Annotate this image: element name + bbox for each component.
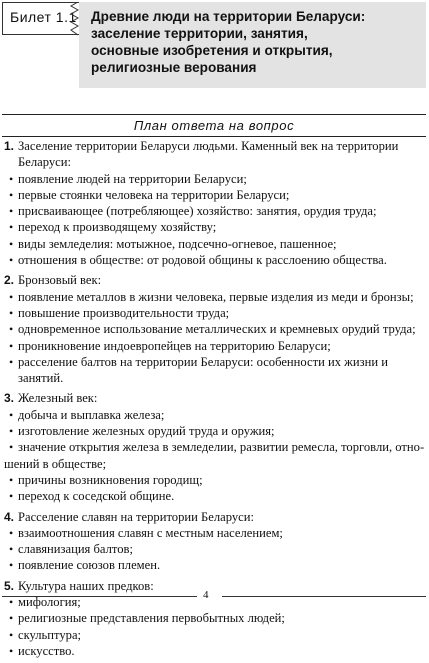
- bullet-list: [4, 407, 426, 505]
- list-item: • одновременное использование металлических и кремневых орудий труда;: [9, 322, 416, 337]
- list-item: • проникновение индоевропейцев на территорию Беларуси;: [9, 338, 331, 353]
- bullet-list: [4, 171, 426, 269]
- list-item-text: отношения в обществе: от родовой общины к расслоению общества.: [18, 253, 387, 268]
- list-item: • появление металлов в жизни человека, первые изделия из меди и бронзы;: [9, 289, 414, 304]
- list-item-text: мифология;: [18, 595, 81, 610]
- list-item-text: скульптура;: [18, 627, 82, 642]
- plan-section: [4, 390, 426, 504]
- list-item-continuation: [4, 456, 426, 472]
- list-item: • значение открытия железа в земледелии, развитии ремесла, торговли, отно-: [9, 440, 425, 455]
- list-item-text: расселение балтов на территории Беларуси: особенности их жизни и занятий.: [18, 354, 388, 386]
- list-item-text: взаимоотношения славян с местным населением;: [18, 525, 283, 540]
- list-item: • появление союзов племен.: [9, 558, 161, 573]
- footer-rule: [222, 596, 426, 597]
- section-title: [4, 509, 426, 525]
- section-title-text: Культура наших предков:: [18, 578, 154, 593]
- list-item: • скульптура;: [9, 627, 82, 642]
- list-item-text: шений в обществе;: [4, 456, 107, 471]
- bullet-list: [4, 525, 426, 574]
- list-item: • виды земледелия: мотыжное, подсечно-огневое, пашенное;: [9, 236, 337, 251]
- list-item-text: переход к производящему хозяйству;: [18, 220, 217, 235]
- list-item: • появление людей на территории Беларуси;: [9, 171, 247, 186]
- page-footer: [0, 588, 429, 600]
- bullet-list: [4, 289, 426, 387]
- footer-rule: [2, 596, 197, 597]
- plan-header: План ответа на вопрос: [2, 114, 426, 137]
- list-item: • искусство.: [9, 643, 75, 658]
- list-item: • переход к производящему хозяйству;: [9, 220, 217, 235]
- list-item: • отношения в обществе: от родовой общины к расслоению общества.: [9, 253, 387, 268]
- ticket-title-line: религиозные верования: [91, 60, 257, 75]
- list-item: • религиозные представления первобытных людей;: [9, 611, 285, 626]
- section-title-text: Железный век:: [18, 391, 98, 406]
- list-item-text: присваивающее (потребляющее) хозяйство: занятия, орудия труда;: [18, 204, 377, 219]
- list-item: • первые стоянки человека на территории Беларуси;: [9, 187, 290, 202]
- list-item-text: появление металлов в жизни человека, первые изделия из меди и бронзы;: [18, 289, 414, 304]
- list-item-text: религиозные представления первобытных людей;: [18, 611, 285, 626]
- list-item-text: проникновение индоевропейцев на территорию Беларуси;: [18, 338, 331, 353]
- list-item-text: появление людей на территории Беларуси;: [18, 171, 247, 186]
- list-item-text: значение открытия железа в земледелии, развитии ремесла, торговли, отно-: [18, 440, 425, 455]
- list-item: • добыча и выплавка железа;: [9, 407, 165, 422]
- section-number: 3.: [4, 391, 15, 406]
- ticket-title-line: заселение территории, занятия,: [91, 26, 308, 41]
- list-item-text: переход к соседской общине.: [18, 489, 175, 504]
- ticket-label: Билет 1.1: [10, 9, 77, 25]
- section-title-text: Заселение территории Беларуси людьми. Каменный век на территории Беларуси:: [18, 139, 399, 170]
- list-item: • изготовление железных орудий труда и оружия;: [9, 424, 275, 439]
- list-item-text: славянизация балтов;: [18, 542, 133, 557]
- section-title: [4, 390, 426, 406]
- list-item: • переход к соседской общине.: [9, 489, 175, 504]
- plan-section: [4, 138, 426, 268]
- ticket-title-line: Древние люди на территории Беларуси:: [91, 9, 366, 24]
- section-number: 5.: [4, 578, 15, 593]
- list-item: • расселение балтов на территории Беларуси: особенности их жизни и занятий.: [9, 354, 388, 386]
- section-number: 2.: [4, 273, 15, 288]
- list-item: • мифология;: [9, 595, 81, 610]
- list-item-text: одновременное использование металлических и кремневых орудий труда;: [18, 322, 416, 337]
- section-title-text: Бронзовый век:: [18, 273, 102, 288]
- list-item-text: повышение производительности труда;: [18, 305, 230, 320]
- list-item-text: причины возникновения городищ;: [18, 472, 203, 487]
- plan-section: [4, 509, 426, 574]
- section-title-text: Расселение славян на территории Беларуси:: [18, 509, 254, 524]
- list-item-text: добыча и выплавка железа;: [18, 407, 165, 422]
- section-title: [4, 272, 426, 288]
- list-item: • славянизация балтов;: [9, 542, 133, 557]
- section-number: 4.: [4, 509, 15, 524]
- list-item: • повышение производительности труда;: [9, 305, 230, 320]
- list-item: • причины возникновения городищ;: [9, 472, 203, 487]
- list-item: • присваивающее (потребляющее) хозяйство: занятия, орудия труда;: [9, 204, 377, 219]
- list-item-text: виды земледелия: мотыжное, подсечно-огневое, пашенное;: [18, 236, 337, 251]
- section-title: [4, 138, 426, 171]
- list-item: • взаимоотношения славян с местным населением;: [9, 525, 283, 540]
- ticket-title: [91, 8, 418, 76]
- list-item-text: изготовление железных орудий труда и оружия;: [18, 424, 275, 439]
- list-item-text: появление союзов племен.: [18, 558, 161, 573]
- bullet-list: [4, 594, 426, 659]
- answer-plan: [4, 138, 426, 663]
- section-number: 1.: [4, 139, 15, 153]
- ticket-title-line: основные изобретения и открытия,: [91, 43, 333, 58]
- list-item-text: искусство.: [18, 643, 75, 658]
- page-number: 4: [203, 589, 209, 601]
- plan-section: [4, 272, 426, 386]
- ticket-title-box: [79, 2, 426, 88]
- ticket-header: [0, 0, 429, 90]
- list-item-text: первые стоянки человека на территории Беларуси;: [18, 187, 290, 202]
